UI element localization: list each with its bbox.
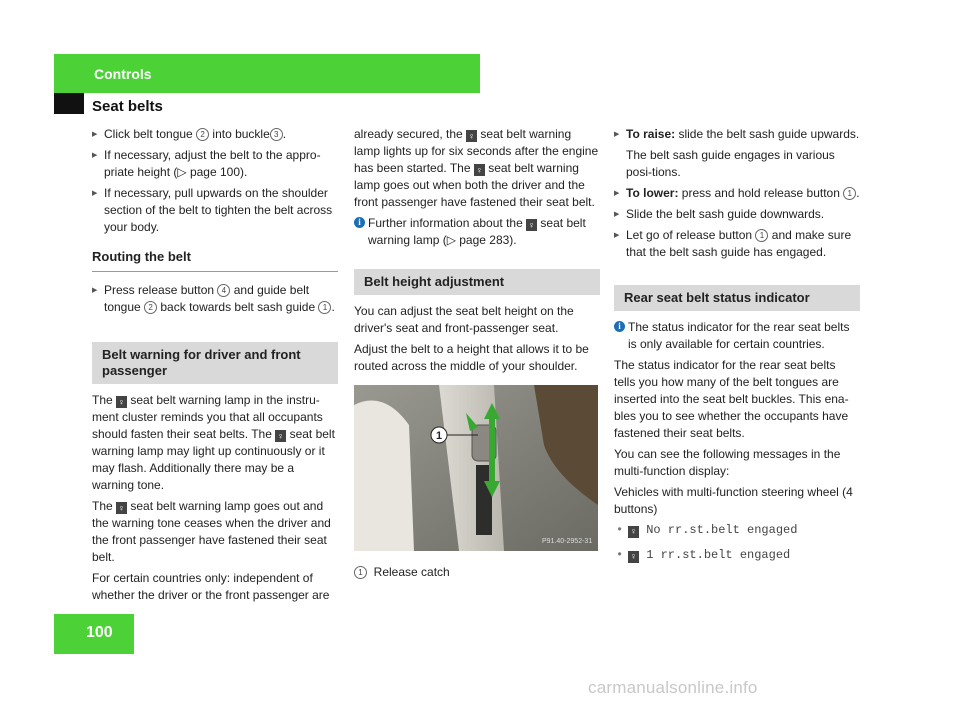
page-number: 100 — [86, 624, 113, 641]
belt-sash-guide-photo — [354, 385, 598, 551]
rear-info-note: i The status indicator for the rear seat belts is only available for certain countries. — [614, 319, 860, 353]
warning-paragraph-1: The ♀ seat belt warning lamp in the instru-ment cluster reminds you that all occupants should fasten their seat belts. The ♀ seat belt warning lamp may light up continuously or it may flash. Additionally there may be a warning tone. — [92, 393, 335, 492]
step-click-tongue: ▶ Click belt tongue 2 into buckle 3 . — [92, 126, 338, 143]
callout-2: 2 — [196, 128, 209, 141]
height-adjustment-heading: Belt height adjustment — [354, 269, 600, 295]
step-let-go: ▶ Let go of release button 1 and make sure that the belt sash guide has engaged. — [614, 227, 860, 261]
seat-belt-warning-icon: ♀ — [526, 219, 537, 231]
warning-paragraph-2: The ♀ seat belt warning lamp goes out and the warning tone ceases when the driver and the front passenger have fastened their seat belt. — [92, 499, 331, 564]
height-paragraph-2: Adjust the belt to a height that allows it to be routed across the middle of your shoulder. — [354, 342, 589, 373]
height-paragraph-1: You can adjust the seat belt height on the driver's seat and front-passenger seat. — [354, 304, 574, 335]
routing-heading: Routing the belt — [92, 248, 338, 272]
rear-paragraph-3: Vehicles with multi-function steering wheel (4 buttons) — [614, 485, 853, 516]
seat-belt-warning-icon: ♀ — [628, 551, 639, 563]
seat-belt-warning-icon: ♀ — [116, 396, 127, 408]
photo-code: P91.40-2952-31 — [542, 538, 593, 545]
step-adjust-height: ▶ If necessary, adjust the belt to the appro-priate height (▷ page 100). — [92, 147, 338, 181]
column-3 — [614, 126, 860, 572]
rear-paragraph-1: The status indicator for the rear seat belts tells you how many of the belt tongues are inserted into the seat belt buckles. This ena-bles you to see whether the occupants have fastened their seat belts. — [614, 358, 849, 440]
watermark: carmanualsonline.info — [588, 678, 758, 697]
seat-belt-warning-icon: ♀ — [275, 430, 286, 442]
warning-continued: already secured, the ♀ seat belt warning lamp lights up for six seconds after the engine has been started. The ♀ seat belt warning lamp goes out when both the driver and the front passenger have fastened their seat belt. — [354, 127, 599, 209]
callout-3: 3 — [270, 128, 283, 141]
rear-indicator-heading: Rear seat belt status indicator — [614, 285, 860, 311]
seat-belt-warning-icon: ♀ — [116, 502, 127, 514]
photo-callout-1: 1 — [435, 430, 443, 442]
section-title: Controls — [94, 66, 152, 82]
info-icon: i — [354, 217, 365, 228]
display-message-1: • ♀ No rr.st.belt engaged — [614, 522, 860, 539]
step-lower: ▶ To lower: press and hold release button 1 . — [614, 185, 860, 202]
info-icon: i — [614, 321, 625, 332]
section-header-bar — [54, 54, 480, 93]
column-1 — [92, 126, 338, 608]
seat-belt-warning-icon: ♀ — [474, 164, 485, 176]
step-routing: ▶ Press release button 4 and guide belt tongue 2 back towards belt sash guide 1 . — [92, 282, 338, 316]
photo-caption: 1 Release catch — [354, 564, 600, 581]
seat-belt-warning-icon: ♀ — [466, 130, 477, 142]
step-pull-shoulder: ▶ If necessary, pull upwards on the shoulder section of the belt to tighten the belt across your body. — [92, 185, 338, 236]
rear-paragraph-2: You can see the following messages in the multi-function display: — [614, 447, 841, 478]
header-tab-marker — [54, 93, 84, 114]
warning-paragraph-3: For certain countries only: independent of whether the driver or the front passenger are — [92, 571, 330, 602]
column-2 — [354, 126, 600, 581]
page-title: Seat belts — [92, 98, 163, 115]
raise-note: The belt sash guide engages in various posi-tions. — [626, 148, 835, 179]
info-note: i Further information about the ♀ seat belt warning lamp (▷ page 283). — [354, 215, 600, 249]
step-raise: ▶ To raise: slide the belt sash guide upwards. — [614, 126, 860, 143]
display-message-2: • ♀ 1 rr.st.belt engaged — [614, 547, 860, 564]
warning-heading: Belt warning for driver and front passenger — [92, 342, 338, 384]
page-number-box — [54, 614, 134, 654]
seat-belt-warning-icon: ♀ — [628, 526, 639, 538]
step-slide-down: ▶ Slide the belt sash guide downwards. — [614, 206, 860, 223]
